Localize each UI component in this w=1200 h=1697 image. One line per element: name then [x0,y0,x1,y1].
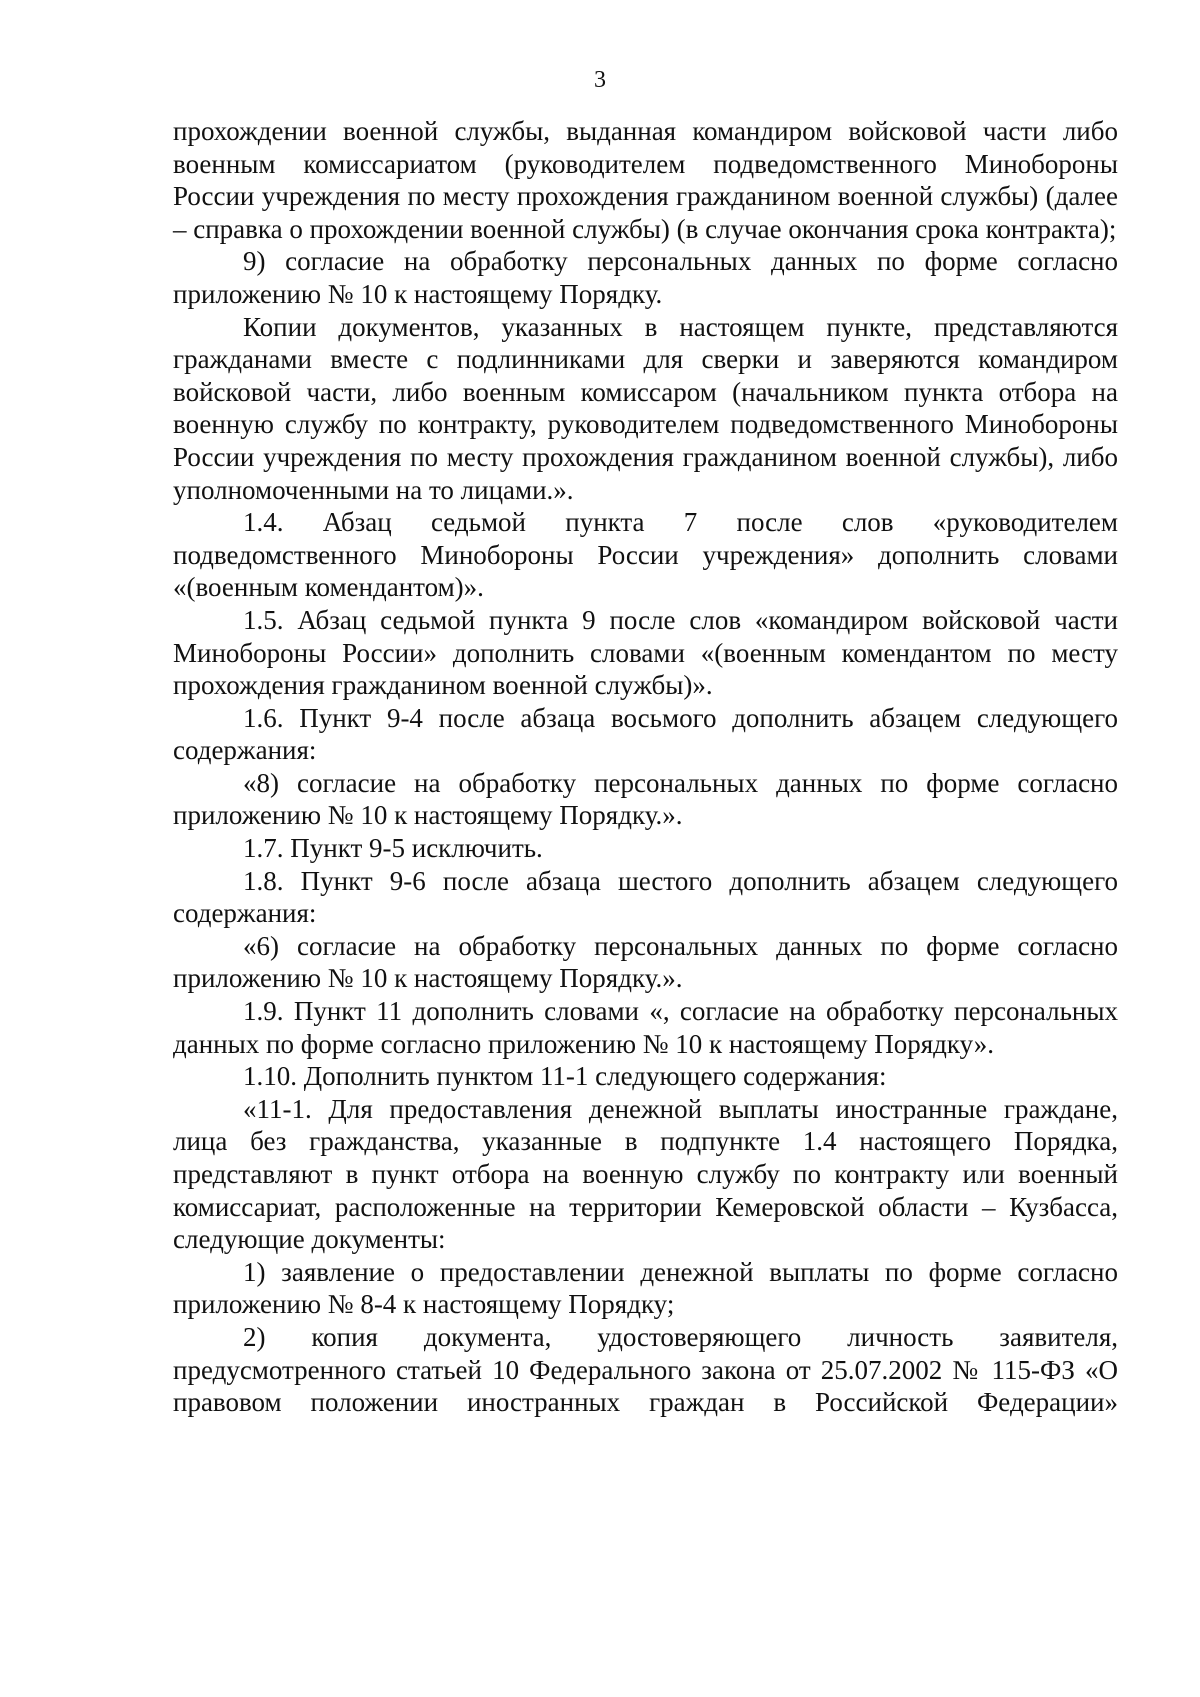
paragraph-1-10: 1.10. Дополнить пунктом 11-1 следующего содержания: [243,1061,887,1092]
paragraph-1-9: 1.9. Пункт 11 дополнить словами «, согласие на обработку персональных данных по форме согласно приложению № 10 к настоящему Порядку». [173,996,1118,1059]
paragraph-quote-6: «6) согласие на обработку персональных данных по форме согласно приложению № 10 к настоящему Порядку.». [173,930,1118,994]
paragraph-1-4: 1.4. Абзац седьмой пункта 7 после слов «руководителем подведомственного Минобороны России учреждения» дополнить словами «(военным комендантом)». [173,507,1118,603]
paragraph-copies-of-documents: Копии документов, указанных в настоящем пункте, представляются гражданами вместе с подлинниками для сверки и заверяются командиром войсковой части, либо военным комиссаром (начальником пункта отбора на военную службу по контракту, руководителем подведомственного Минобороны России учреждения по месту прохождения гражданином военной службы), либо уполномоченными на то лицами.». [173,311,1118,505]
paragraph-1-7: 1.7. Пункт 9-5 исключить. [243,833,543,864]
paragraph-item-9: 9) согласие на обработку персональных данных по форме согласно приложению № 10 к настоящему Порядку. [173,246,1118,309]
paragraph-1-8: 1.8. Пункт 9-6 после абзаца шестого дополнить абзацем следующего содержания: [173,865,1118,929]
page-number: 3 [594,67,606,93]
paragraph-subitem-1: 1) заявление о предоставлении денежной выплаты по форме согласно приложению № 8-4 к настоящему Порядку; [173,1256,1118,1320]
paragraph-continuation: прохождении военной службы, выданная командиром войсковой части либо военным комиссариатом (руководителем подведомственного Минобороны России учреждения по месту прохождения гражданином военной службы) (далее – справка о прохождении военной службы) (в случае окончания срока контракта); [173,116,1118,244]
paragraph-quote-11-1: «11-1. Для предоставления денежной выплаты иностранные граждане, лица без гражданства, указанные в подпункте 1.4 настоящего Порядка, представляют в пункт отбора на военную службу по контракту или военный комиссариат, расположенные на территории Кемеровской области – Кузбасса, следующие документы: [173,1093,1118,1255]
paragraph-quote-8: «8) согласие на обработку персональных данных по форме согласно приложению № 10 к настоящему Порядку.». [173,767,1118,831]
document-body [173,115,1118,1419]
paragraph-1-5: 1.5. Абзац седьмой пункта 9 после слов «командиром войсковой части Минобороны России» дополнить словами «(военным комендантом по месту прохождения гражданином военной службы)». [173,604,1118,701]
paragraph-1-6: 1.6. Пункт 9-4 после абзаца восьмого дополнить абзацем следующего содержания: [173,702,1118,766]
paragraph-subitem-2: 2) копия документа, удостоверяющего личность заявителя, предусмотренного статьей 10 Федерального закона от 25.07.2002 № 115-ФЗ «О правовом положении иностранных граждан в Российской Федерации» [173,1321,1118,1418]
